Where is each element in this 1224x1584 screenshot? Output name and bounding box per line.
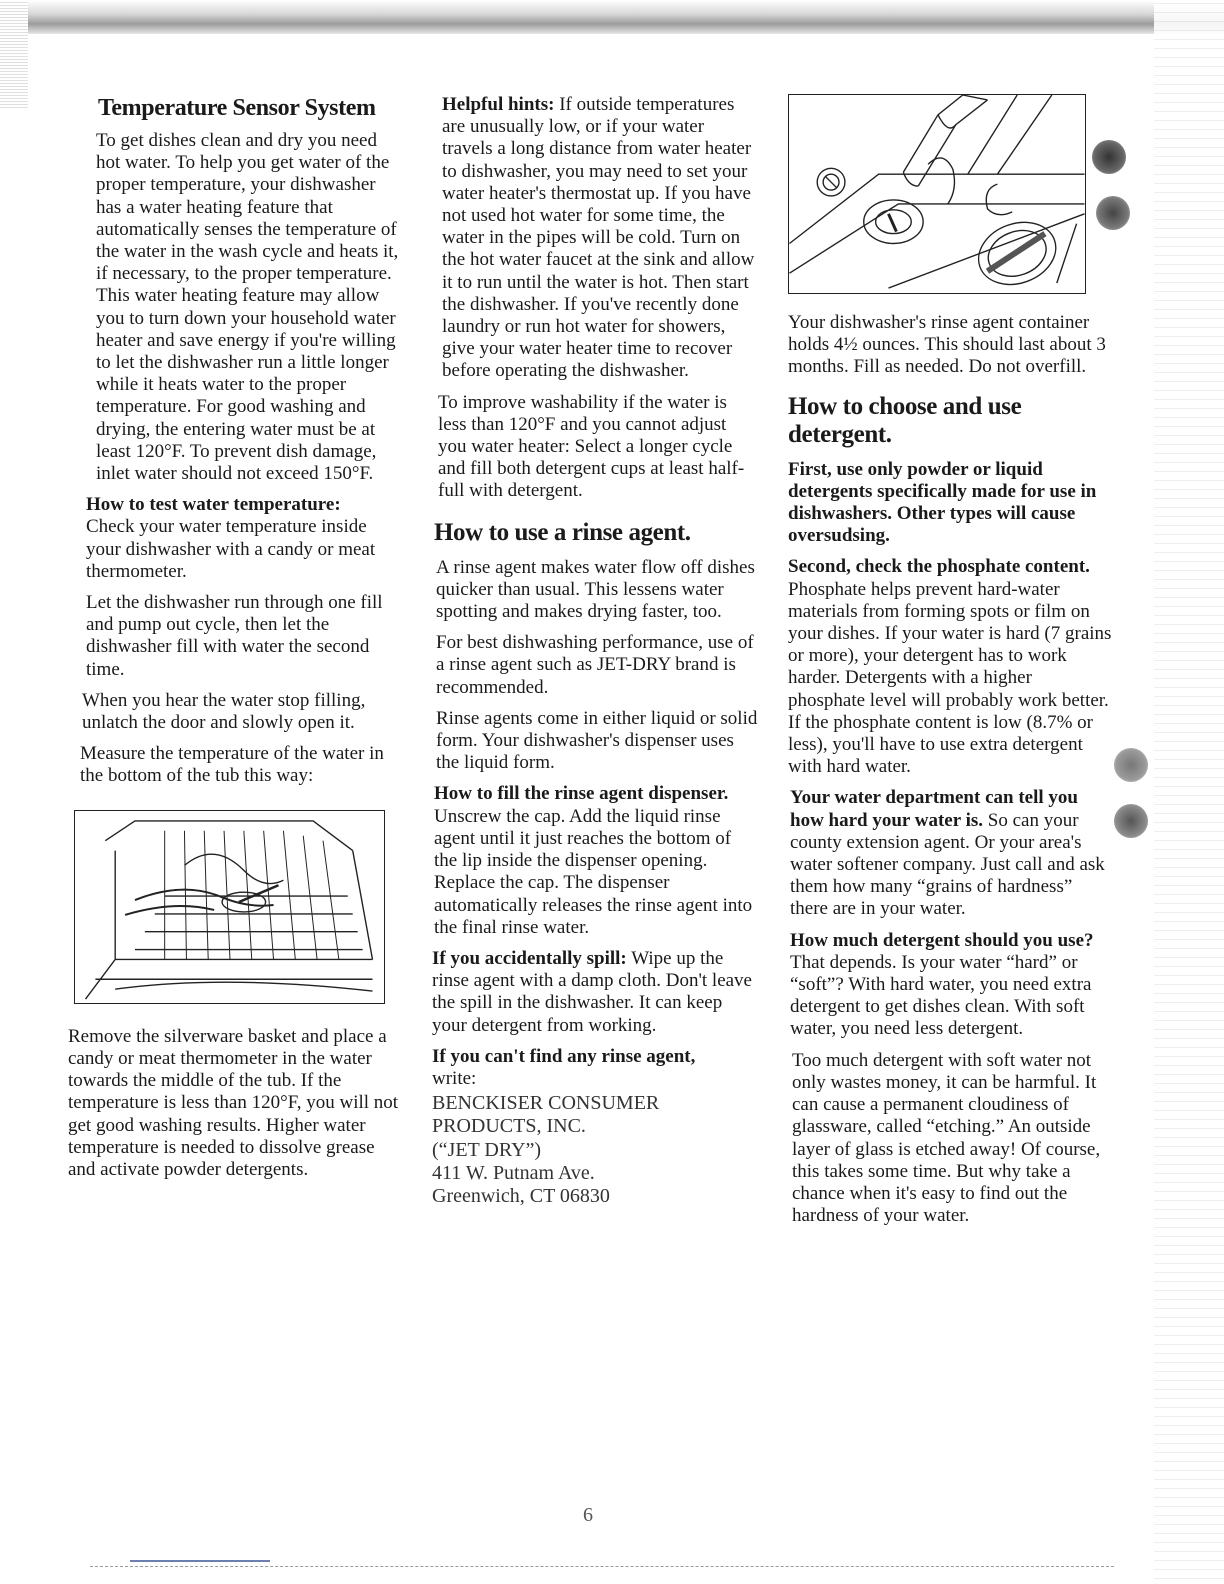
how-much-lead: How much detergent should you use? bbox=[790, 929, 1094, 951]
spill-paragraph bbox=[432, 948, 758, 1037]
address-line: BENCKISER CONSUMER bbox=[432, 1092, 660, 1115]
left-column bbox=[66, 94, 400, 1190]
rinse-agent-p3: Rinse agents come in either liquid or solid form. Your dishwasher's dispenser uses the liquid form. bbox=[436, 707, 758, 774]
address-line: Greenwich, CT 06830 bbox=[432, 1185, 610, 1208]
scan-bottom-rule bbox=[90, 1566, 1114, 1567]
water-department-lead: Your water department can tell you how hard your water is. bbox=[790, 787, 1078, 831]
rinse-agent-heading: How to use a rinse agent. bbox=[434, 518, 691, 546]
scan-right-edge bbox=[1154, 0, 1224, 1584]
improve-washability-paragraph: To improve washability if the water is less than 120°F and you cannot adjust you water heater: Select a longer cycle and fill both detergent cups at least half-full with detergent. bbox=[438, 391, 745, 502]
rinse-dispenser-icon bbox=[789, 95, 1085, 293]
middle-column bbox=[432, 94, 758, 1209]
scan-bottom-mark bbox=[130, 1560, 270, 1562]
rinse-agent-p1: A rinse agent makes water flow off dishes quicker than usual. This lessens water spotting and makes drying faster, too. bbox=[436, 556, 755, 623]
rinse-container-caption: Your dishwasher's rinse agent container holds 4½ ounces. This should last about 3 months. Fill as needed. Do not overfill. bbox=[788, 312, 1106, 378]
water-department-body: So can your county extension agent. Or your area's water softener company. Just call and ask them how many “grains of hardness” there are in your water. bbox=[790, 809, 1105, 920]
fill-dispenser-paragraph bbox=[434, 783, 758, 938]
step-2-paragraph: When you hear the water stop filling, unlatch the door and slowly open it. bbox=[82, 689, 366, 734]
rinse-agent-dispenser-illustration bbox=[788, 94, 1086, 294]
address-line: PRODUCTS, INC. bbox=[432, 1115, 586, 1138]
binder-hole-icon bbox=[1114, 748, 1148, 782]
thermometer-in-tub-icon bbox=[75, 811, 384, 1003]
how-much-body: That depends. Is your water “hard” or “soft”? With hard water, you need extra detergent to get dishes clean. With soft water, you need less detergent. bbox=[790, 951, 1092, 1040]
test-temperature-lead: How to test water temperature: bbox=[86, 494, 341, 516]
test-temperature-body: Check your water temperature inside your dishwasher with a candy or meat thermometer. bbox=[86, 516, 376, 582]
page-number: 6 bbox=[583, 1504, 593, 1526]
after-figure-paragraph: Remove the silverware basket and place a candy or meat thermometer in the water towards the middle of the tub. If the temperature is less than 120°F, you will not get good washing results. Higher water temperature is needed to dissolve grease and activate powder detergents. bbox=[68, 1025, 399, 1180]
right-column bbox=[786, 94, 1112, 1236]
water-department-paragraph bbox=[790, 787, 1112, 920]
cant-find-paragraph bbox=[432, 1046, 758, 1090]
address-line: (“JET DRY”) bbox=[432, 1138, 542, 1161]
test-temperature-paragraph bbox=[86, 494, 400, 583]
helpful-hints-body: If outside temperatures are unusually low, or if your water travels a long distance from water heater to dishwasher, you may need to set your water heater's thermostat up. If you have not used hot water for some time, the water in the pipes will be cold. Turn on the hot water faucet at the sink and allow it to run until the water is hot. Then start the dishwasher. If you've recently done laundry or run hot water for showers, give your water heater time to recover before operating the dishwasher. bbox=[442, 94, 755, 382]
scan-left-edge bbox=[0, 0, 28, 110]
spill-lead: If you accidentally spill: bbox=[432, 947, 627, 969]
rinse-agent-p2: For best dishwashing performance, use of a rinse agent such as JET-DRY brand is recommended. bbox=[436, 632, 754, 698]
cant-find-lead: If you can't find any rinse agent, bbox=[432, 1045, 696, 1067]
helpful-hints-paragraph bbox=[442, 94, 758, 383]
too-much-paragraph: Too much detergent with soft water not only wastes money, it can be harmful. It can cause a permanent cloudiness of glassware, called “etching.” An outside layer of glass is etched away! Of course, this takes some time. But why take a chance when it's easy to find out the hardness of your water. bbox=[792, 1049, 1101, 1227]
intro-paragraph: To get dishes clean and dry you need hot water. To help you get water of the proper temperature, your dishwasher has a water heating feature that automatically senses the temperature of the water in the wash cycle and heats it, if necessary, to the proper temperature. This water heating feature may allow you to turn down your household water heater and save energy if you're willing to let the dishwasher run a little longer while it heats water to the proper temperature. For good washing and drying, the entering water must be at least 120°F. To prevent dish damage, inlet water should not exceed 150°F. bbox=[96, 130, 399, 485]
phosphate-body: Phosphate helps prevent hard-water materials from forming spots or film on your dishes. If your water is hard (7 grains or more), your detergent has to work harder. Detergents with a higher phosphate level will probably work better. If the phosphate content is low (8.7% or less), you'll have to use extra detergent with hard water. bbox=[788, 578, 1112, 778]
section-title-temperature: Temperature Sensor System bbox=[98, 95, 376, 121]
phosphate-paragraph bbox=[788, 556, 1112, 778]
scan-top-border bbox=[0, 0, 1224, 34]
fill-dispenser-body: Unscrew the cap. Add the liquid rinse agent until it just reaches the bottom of the lip inside the dispenser opening. Replace the cap. The dispenser automatically releases the rinse agent into the final rinse water. bbox=[434, 805, 753, 938]
helpful-hints-lead: Helpful hints: bbox=[442, 94, 555, 115]
first-use-only-paragraph: First, use only powder or liquid detergents specifically made for use in dishwashers. Other types will cause oversudsing. bbox=[788, 458, 1097, 547]
detergent-heading: How to choose and use detergent. bbox=[788, 392, 1022, 448]
step-1-paragraph: Let the dishwasher run through one fill and pump out cycle, then let the dishwasher fill with water the second time. bbox=[86, 592, 383, 680]
thermometer-in-tub-illustration bbox=[74, 810, 385, 1004]
address-line: 411 W. Putnam Ave. bbox=[432, 1162, 595, 1185]
cant-find-body: write: bbox=[432, 1067, 477, 1089]
step-3-paragraph: Measure the temperature of the water in the bottom of the tub this way: bbox=[80, 743, 384, 787]
binder-hole-icon bbox=[1114, 804, 1148, 838]
how-much-paragraph bbox=[790, 930, 1112, 1041]
mailing-address bbox=[432, 1092, 758, 1208]
phosphate-lead: Second, check the phosphate content. bbox=[788, 556, 1090, 578]
spill-body: Wipe up the rinse agent with a damp cloth. Don't leave the spill in the dishwasher. It can keep your detergent from working. bbox=[432, 947, 752, 1036]
fill-dispenser-lead: How to fill the rinse agent dispenser. bbox=[434, 783, 729, 805]
